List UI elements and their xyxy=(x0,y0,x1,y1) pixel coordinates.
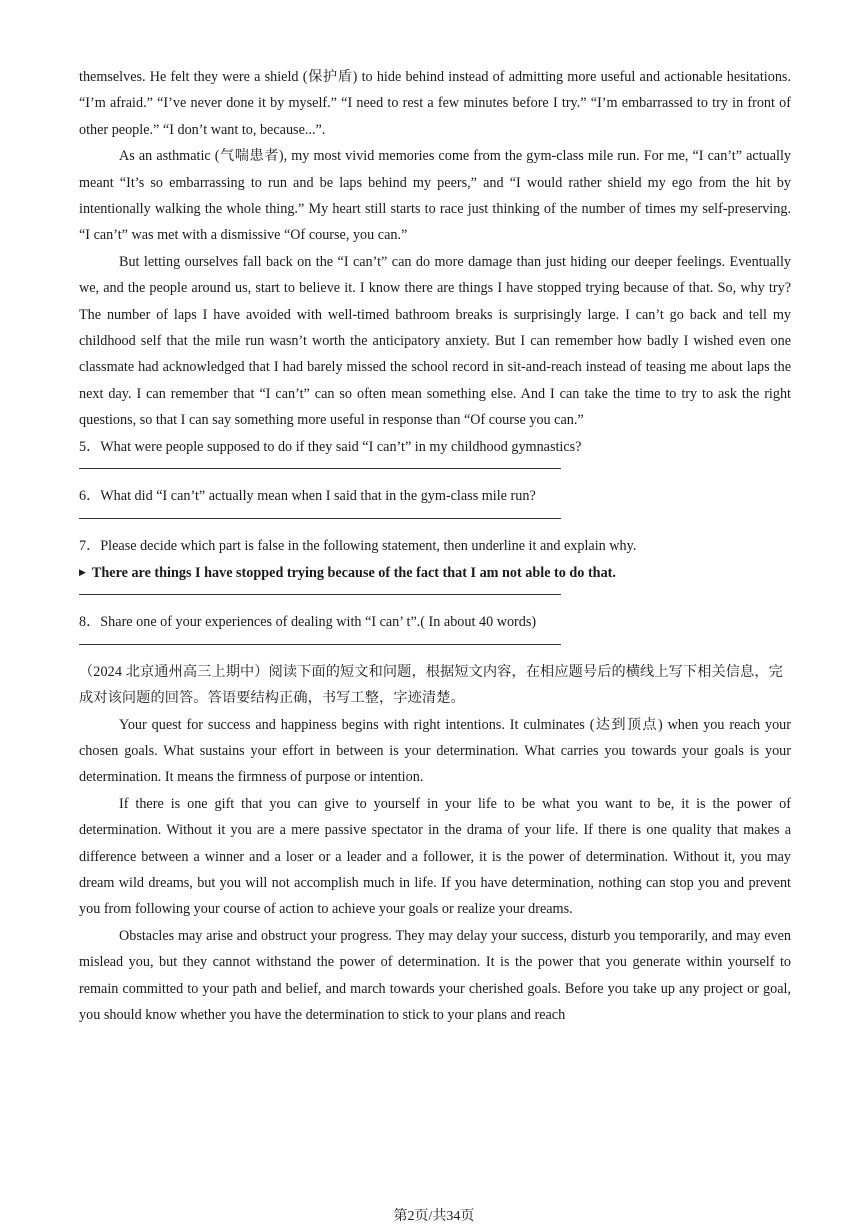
answer-line-q6[interactable] xyxy=(79,518,561,519)
question-6: 6．What did “I can’t” actually mean when I said that in the gym-class mile run? xyxy=(79,488,536,505)
section2-source-instructions: （2024 北京通州高三上期中）阅读下面的短文和问题，根据短文内容，在相应题号后的横线上写下相关信息，完成对该问题的回答。答语要结构正确，书写工整，字迹清楚。 xyxy=(79,663,783,707)
question-7-statement: There are things I have stopped trying because of the fact that I am not able to do that. xyxy=(91,564,616,581)
triangle-right-icon: ▶ xyxy=(79,566,86,577)
passage1-paragraph-1: As an asthmatic (气喘患者), my most vivid memories come from the gym-class mile run. For me, “I can’t” actually meant “It’s so embarrassing to run and be laps behind my peers,” and “I would rather shield my ego from the hit by intentionally walking the whole thing.” My heart still starts to race just thinking of the number of times my self-preserving. “I can’t” was met with a dismissive “Of course, you can.” xyxy=(79,148,791,244)
question-8: 8．Share one of your experiences of dealing with “I can’ t”.( In about 40 words) xyxy=(79,614,537,631)
page-number: 第2页/共34页 xyxy=(393,1209,475,1224)
question-5: 5．What were people supposed to do if they said “I can’t” in my childhood gymnastics? xyxy=(79,438,582,455)
answer-line-q8[interactable] xyxy=(79,644,561,645)
passage2-paragraph-1: Your quest for success and happiness begins with right intentions. It culminates (达到顶点) when you reach your chosen goals. What sustains your effort in between is your determination. What carries you towards your goals is your determination. It means the firmness of purpose or intention. xyxy=(79,716,791,786)
question-7: 7．Please decide which part is false in the following statement, then underline it and explain why. xyxy=(79,537,637,554)
passage2-paragraph-3: Obstacles may arise and obstruct your progress. They may delay your success, disturb you temporarily, and may even mislead you, but they cannot withstand the power of determination. It is the power that you generate within yourself to remain committed to your path and belief, and march towards your cherished goals. Before you take up any project or goal, you should know whether you have the determination to stick to your plans and reach xyxy=(79,927,791,1023)
question-7-statement-row xyxy=(79,559,791,586)
passage1-paragraph-2: But letting ourselves fall back on the “I can’t” can do more damage than just hiding our deeper feelings. Eventually we, and the people around us, start to believe it. I know there are things I have stopped trying because of that. So, why try? The number of laps I have avoided with well-timed bathroom breaks is surprisingly large. I can’t go back and tell my childhood self that the mile run wasn’t worth the anticipatory anxiety. But I can remember how badly I wished even one classmate had acknowledged that I had barely missed the school record in sit-and-reach instead of teasing me about laps the next day. I can remember that “I can’t” can so often mean something else. And I can take the time to try to ask the right questions, so that I can say something more useful in response than “Of course you can.” xyxy=(79,253,791,429)
passage1-paragraph-0: themselves. He felt they were a shield (保护盾) to hide behind instead of admitting more useful and actionable hesitations. “I’m afraid.” “I’ve never done it by myself.” “I need to rest a few minutes before I try.” “I’m embarrassed to try in front of other people.” “I don’t want to, because...”. xyxy=(79,69,791,138)
passage2-paragraph-2: If there is one gift that you can give to yourself in your life to be what you want to be, it is the power of determination. Without it you are a mere passive spectator in the drama of your life. If there is one quality that makes a difference between a winner and a loser or a leader and a follower, it is the power of determination. Without it, you may dream wild dreams, but you will not accomplish much in life. If you have determination, nothing can stop you and prevent you from following your course of action to achieve your goals or realize your dreams. xyxy=(79,795,791,918)
page-content xyxy=(79,64,791,1028)
answer-line-q7[interactable] xyxy=(79,594,561,595)
answer-line-q5[interactable] xyxy=(79,468,561,469)
